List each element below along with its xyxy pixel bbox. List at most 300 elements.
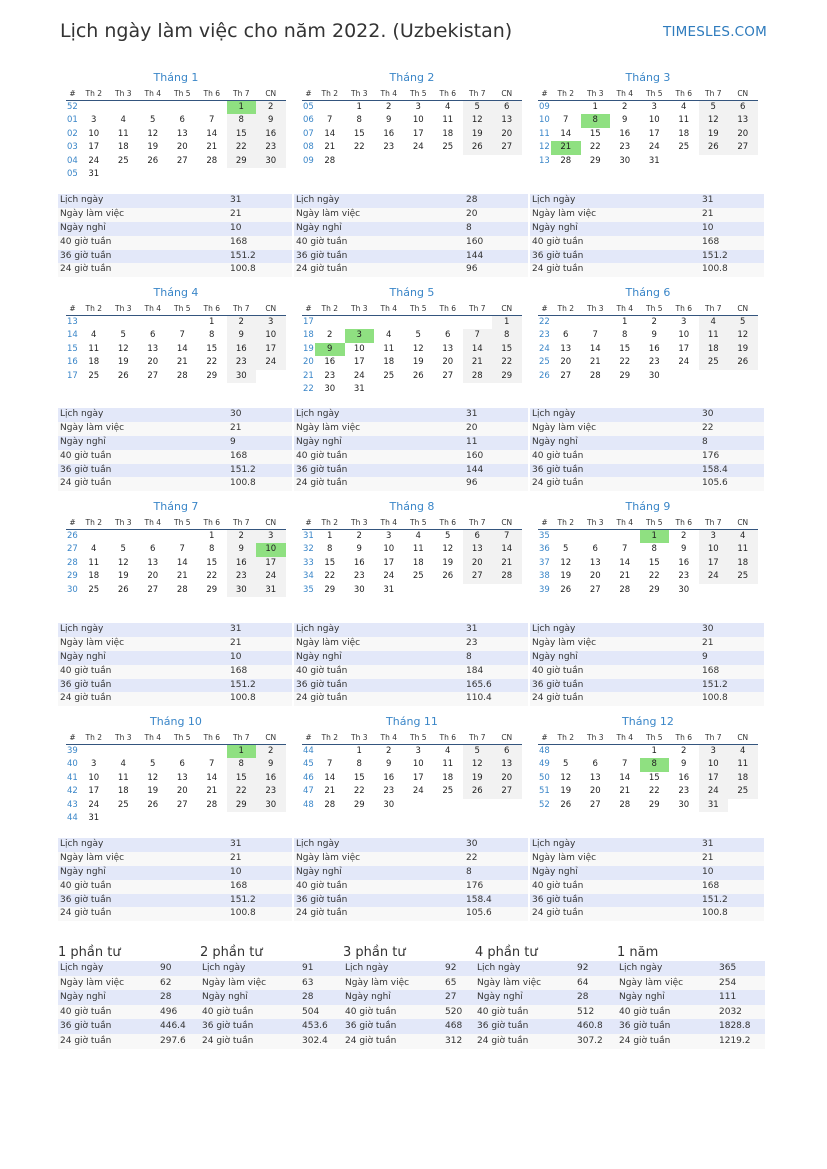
day-cell[interactable]: 7 [179, 544, 185, 555]
day-cell[interactable]: 7 [209, 115, 215, 126]
day-cell[interactable]: 20 [176, 142, 188, 153]
weekend-day[interactable]: 20 [492, 128, 522, 141]
weekend-day[interactable]: 24 [256, 570, 286, 583]
day-cell[interactable]: 27 [442, 370, 454, 381]
day-cell[interactable]: 11 [117, 128, 129, 139]
weekend-day[interactable]: 10 [256, 329, 286, 342]
weekend-day[interactable]: 5 [463, 745, 493, 758]
day-cell[interactable]: 21 [324, 142, 336, 153]
day-cell[interactable]: 23 [678, 786, 690, 797]
weekend-day[interactable]: 26 [728, 356, 758, 369]
weekend-day[interactable]: 27 [492, 785, 522, 798]
day-cell[interactable]: 11 [442, 115, 454, 126]
day-cell[interactable]: 5 [563, 544, 569, 555]
weekend-day[interactable]: 13 [728, 114, 758, 127]
day-cell[interactable]: 21 [324, 786, 336, 797]
day-cell[interactable]: 31 [383, 584, 395, 595]
weekend-day[interactable]: 3 [699, 530, 729, 543]
weekend-day[interactable]: 13 [492, 114, 522, 127]
day-cell[interactable]: 9 [651, 330, 657, 341]
day-cell[interactable]: 11 [678, 115, 690, 126]
day-cell[interactable]: 3 [91, 115, 97, 126]
day-cell[interactable]: 28 [619, 584, 631, 595]
weekend-day[interactable]: 6 [492, 101, 522, 114]
holiday-day[interactable]: 10 [256, 543, 286, 556]
day-cell[interactable]: 26 [117, 370, 129, 381]
day-cell[interactable]: 2 [651, 317, 657, 327]
day-cell[interactable]: 19 [147, 142, 159, 153]
holiday-day[interactable]: 8 [581, 114, 611, 127]
holiday-day[interactable]: 1 [227, 101, 257, 114]
day-cell[interactable]: 23 [648, 357, 660, 368]
weekend-day[interactable]: 9 [227, 329, 257, 342]
weekend-day[interactable]: 13 [492, 758, 522, 771]
day-cell[interactable]: 9 [622, 115, 628, 126]
day-cell[interactable]: 16 [678, 772, 690, 783]
weekend-day[interactable]: 18 [728, 557, 758, 570]
day-cell[interactable]: 4 [445, 102, 451, 112]
weekend-day[interactable]: 12 [728, 329, 758, 342]
day-cell[interactable]: 5 [563, 759, 569, 770]
holiday-day[interactable]: 9 [315, 343, 345, 356]
day-cell[interactable]: 16 [619, 128, 631, 139]
day-cell[interactable]: 19 [412, 357, 424, 368]
weekend-day[interactable]: 23 [256, 141, 286, 154]
day-cell[interactable]: 6 [563, 330, 569, 341]
day-cell[interactable]: 20 [147, 571, 159, 582]
weekend-day[interactable]: 23 [227, 570, 257, 583]
day-cell[interactable]: 11 [412, 544, 424, 555]
day-cell[interactable]: 22 [648, 571, 660, 582]
day-cell[interactable]: 27 [176, 799, 188, 810]
day-cell[interactable]: 17 [678, 343, 690, 354]
day-cell[interactable]: 7 [622, 759, 628, 770]
day-cell[interactable]: 31 [648, 155, 660, 166]
day-cell[interactable]: 7 [592, 330, 598, 341]
weekend-day[interactable]: 12 [463, 758, 493, 771]
day-cell[interactable]: 14 [619, 557, 631, 568]
weekend-day[interactable]: 9 [256, 758, 286, 771]
weekend-day[interactable]: 1 [492, 316, 522, 329]
day-cell[interactable]: 21 [206, 142, 218, 153]
day-cell[interactable]: 26 [560, 584, 572, 595]
day-cell[interactable]: 5 [415, 330, 421, 341]
weekend-day[interactable]: 3 [699, 745, 729, 758]
day-cell[interactable]: 11 [117, 772, 129, 783]
day-cell[interactable]: 5 [150, 115, 156, 126]
day-cell[interactable]: 23 [353, 571, 365, 582]
day-cell[interactable]: 25 [117, 155, 129, 166]
weekend-day[interactable]: 4 [699, 316, 729, 329]
day-cell[interactable]: 20 [589, 571, 601, 582]
day-cell[interactable]: 4 [120, 759, 126, 770]
day-cell[interactable]: 18 [383, 357, 395, 368]
weekend-day[interactable]: 29 [227, 155, 257, 168]
day-cell[interactable]: 2 [386, 102, 392, 112]
day-cell[interactable]: 13 [560, 343, 572, 354]
day-cell[interactable]: 19 [560, 786, 572, 797]
day-cell[interactable]: 25 [88, 584, 100, 595]
weekend-day[interactable]: 9 [227, 543, 257, 556]
day-cell[interactable]: 4 [386, 330, 392, 341]
day-cell[interactable]: 6 [179, 115, 185, 126]
day-cell[interactable]: 25 [117, 799, 129, 810]
day-cell[interactable]: 3 [91, 759, 97, 770]
weekend-day[interactable]: 5 [699, 101, 729, 114]
day-cell[interactable]: 8 [327, 544, 333, 555]
day-cell[interactable]: 10 [412, 759, 424, 770]
weekend-day[interactable]: 2 [256, 745, 286, 758]
day-cell[interactable]: 28 [324, 799, 336, 810]
day-cell[interactable]: 17 [88, 142, 100, 153]
day-cell[interactable]: 13 [176, 128, 188, 139]
day-cell[interactable]: 25 [383, 370, 395, 381]
day-cell[interactable]: 21 [619, 786, 631, 797]
day-cell[interactable]: 21 [176, 571, 188, 582]
day-cell[interactable]: 15 [619, 343, 631, 354]
day-cell[interactable]: 7 [179, 330, 185, 341]
day-cell[interactable]: 13 [442, 343, 454, 354]
day-cell[interactable]: 15 [353, 128, 365, 139]
day-cell[interactable]: 30 [353, 584, 365, 595]
day-cell[interactable]: 28 [619, 799, 631, 810]
weekend-day[interactable]: 26 [699, 141, 729, 154]
day-cell[interactable]: 12 [117, 557, 129, 568]
weekend-day[interactable]: 2 [227, 316, 257, 329]
day-cell[interactable]: 28 [206, 155, 218, 166]
day-cell[interactable]: 21 [176, 357, 188, 368]
day-cell[interactable]: 28 [560, 155, 572, 166]
day-cell[interactable]: 30 [648, 370, 660, 381]
weekend-day[interactable]: 22 [227, 141, 257, 154]
weekend-day[interactable]: 23 [256, 785, 286, 798]
day-cell[interactable]: 10 [383, 544, 395, 555]
day-cell[interactable]: 27 [589, 799, 601, 810]
day-cell[interactable]: 18 [88, 571, 100, 582]
weekend-day[interactable]: 17 [256, 343, 286, 356]
weekend-day[interactable]: 19 [463, 772, 493, 785]
weekend-day[interactable]: 22 [227, 785, 257, 798]
day-cell[interactable]: 23 [383, 142, 395, 153]
day-cell[interactable]: 24 [353, 370, 365, 381]
day-cell[interactable]: 28 [324, 155, 336, 166]
day-cell[interactable]: 26 [117, 584, 129, 595]
day-cell[interactable]: 3 [415, 102, 421, 112]
day-cell[interactable]: 23 [383, 786, 395, 797]
day-cell[interactable]: 29 [589, 155, 601, 166]
day-cell[interactable]: 21 [206, 786, 218, 797]
day-cell[interactable]: 30 [383, 799, 395, 810]
weekend-day[interactable]: 10 [699, 543, 729, 556]
day-cell[interactable]: 12 [412, 343, 424, 354]
day-cell[interactable]: 19 [117, 571, 129, 582]
weekend-day[interactable]: 11 [699, 329, 729, 342]
day-cell[interactable]: 15 [206, 343, 218, 354]
day-cell[interactable]: 29 [648, 584, 660, 595]
day-cell[interactable]: 11 [88, 557, 100, 568]
day-cell[interactable]: 5 [150, 759, 156, 770]
day-cell[interactable]: 20 [589, 786, 601, 797]
weekend-day[interactable]: 17 [256, 557, 286, 570]
day-cell[interactable]: 12 [560, 557, 572, 568]
weekend-day[interactable]: 29 [492, 370, 522, 383]
day-cell[interactable]: 19 [117, 357, 129, 368]
day-cell[interactable]: 25 [88, 370, 100, 381]
day-cell[interactable]: 24 [648, 142, 660, 153]
day-cell[interactable]: 16 [324, 357, 336, 368]
day-cell[interactable]: 10 [88, 128, 100, 139]
day-cell[interactable]: 29 [206, 584, 218, 595]
day-cell[interactable]: 22 [353, 142, 365, 153]
day-cell[interactable]: 18 [117, 786, 129, 797]
day-cell[interactable]: 14 [206, 128, 218, 139]
weekend-day[interactable]: 14 [463, 343, 493, 356]
brand-link[interactable]: TIMESLES.COM [663, 24, 767, 40]
day-cell[interactable]: 25 [678, 142, 690, 153]
day-cell[interactable]: 30 [678, 799, 690, 810]
weekend-day[interactable]: 14 [492, 543, 522, 556]
day-cell[interactable]: 19 [442, 557, 454, 568]
day-cell[interactable]: 12 [147, 128, 159, 139]
day-cell[interactable]: 23 [619, 142, 631, 153]
weekend-day[interactable]: 29 [227, 799, 257, 812]
day-cell[interactable]: 3 [651, 102, 657, 112]
day-cell[interactable]: 10 [353, 343, 365, 354]
day-cell[interactable]: 25 [442, 142, 454, 153]
weekend-day[interactable]: 27 [492, 141, 522, 154]
day-cell[interactable]: 26 [442, 571, 454, 582]
day-cell[interactable]: 22 [648, 786, 660, 797]
weekend-day[interactable]: 26 [463, 141, 493, 154]
day-cell[interactable]: 9 [386, 759, 392, 770]
day-cell[interactable]: 20 [147, 357, 159, 368]
weekend-day[interactable]: 19 [463, 128, 493, 141]
weekend-day[interactable]: 6 [728, 101, 758, 114]
day-cell[interactable]: 23 [324, 370, 336, 381]
weekend-day[interactable]: 16 [256, 772, 286, 785]
weekend-day[interactable]: 8 [492, 329, 522, 342]
day-cell[interactable]: 18 [117, 142, 129, 153]
weekend-day[interactable]: 30 [227, 584, 257, 597]
weekend-day[interactable]: 17 [699, 772, 729, 785]
day-cell[interactable]: 26 [412, 370, 424, 381]
day-cell[interactable]: 26 [147, 155, 159, 166]
day-cell[interactable]: 1 [356, 746, 362, 756]
day-cell[interactable]: 16 [353, 557, 365, 568]
day-cell[interactable]: 14 [324, 772, 336, 783]
weekend-day[interactable]: 2 [227, 530, 257, 543]
holiday-day[interactable]: 1 [227, 745, 257, 758]
day-cell[interactable]: 31 [88, 168, 100, 179]
day-cell[interactable]: 23 [678, 571, 690, 582]
day-cell[interactable]: 28 [206, 799, 218, 810]
weekend-day[interactable]: 19 [699, 128, 729, 141]
day-cell[interactable]: 18 [442, 128, 454, 139]
day-cell[interactable]: 13 [176, 772, 188, 783]
day-cell[interactable]: 19 [147, 786, 159, 797]
weekend-day[interactable]: 30 [227, 370, 257, 383]
day-cell[interactable]: 30 [619, 155, 631, 166]
day-cell[interactable]: 18 [442, 772, 454, 783]
day-cell[interactable]: 2 [356, 531, 362, 541]
day-cell[interactable]: 12 [147, 772, 159, 783]
weekend-day[interactable]: 10 [699, 758, 729, 771]
day-cell[interactable]: 18 [412, 557, 424, 568]
day-cell[interactable]: 11 [88, 343, 100, 354]
weekend-day[interactable]: 2 [256, 101, 286, 114]
weekend-day[interactable]: 27 [463, 570, 493, 583]
weekend-day[interactable]: 25 [699, 356, 729, 369]
weekend-day[interactable]: 3 [256, 530, 286, 543]
weekend-day[interactable]: 4 [728, 745, 758, 758]
day-cell[interactable]: 16 [383, 128, 395, 139]
day-cell[interactable]: 27 [176, 155, 188, 166]
day-cell[interactable]: 7 [563, 115, 569, 126]
weekend-day[interactable]: 30 [256, 799, 286, 812]
day-cell[interactable]: 4 [445, 746, 451, 756]
day-cell[interactable]: 14 [560, 128, 572, 139]
day-cell[interactable]: 12 [117, 343, 129, 354]
day-cell[interactable]: 24 [88, 799, 100, 810]
day-cell[interactable]: 27 [147, 584, 159, 595]
day-cell[interactable]: 10 [412, 115, 424, 126]
day-cell[interactable]: 2 [386, 746, 392, 756]
day-cell[interactable]: 27 [560, 370, 572, 381]
day-cell[interactable]: 18 [678, 128, 690, 139]
weekend-day[interactable]: 16 [256, 128, 286, 141]
weekend-day[interactable]: 30 [256, 155, 286, 168]
day-cell[interactable]: 28 [589, 370, 601, 381]
day-cell[interactable]: 29 [206, 370, 218, 381]
weekend-day[interactable]: 4 [728, 530, 758, 543]
holiday-day[interactable]: 21 [551, 141, 581, 154]
day-cell[interactable]: 1 [209, 531, 215, 541]
day-cell[interactable]: 30 [678, 584, 690, 595]
day-cell[interactable]: 13 [589, 772, 601, 783]
day-cell[interactable]: 5 [445, 531, 451, 541]
day-cell[interactable]: 14 [206, 772, 218, 783]
weekend-day[interactable]: 7 [492, 530, 522, 543]
day-cell[interactable]: 24 [412, 142, 424, 153]
day-cell[interactable]: 22 [206, 571, 218, 582]
day-cell[interactable]: 28 [176, 584, 188, 595]
day-cell[interactable]: 6 [592, 759, 598, 770]
weekend-day[interactable]: 17 [699, 557, 729, 570]
day-cell[interactable]: 10 [88, 772, 100, 783]
day-cell[interactable]: 16 [678, 557, 690, 568]
day-cell[interactable]: 8 [356, 759, 362, 770]
day-cell[interactable]: 15 [353, 772, 365, 783]
weekend-day[interactable]: 20 [728, 128, 758, 141]
day-cell[interactable]: 22 [206, 357, 218, 368]
weekend-day[interactable]: 20 [463, 557, 493, 570]
day-cell[interactable]: 22 [589, 142, 601, 153]
day-cell[interactable]: 2 [681, 746, 687, 756]
day-cell[interactable]: 4 [415, 531, 421, 541]
weekend-day[interactable]: 22 [492, 356, 522, 369]
day-cell[interactable]: 4 [91, 330, 97, 341]
day-cell[interactable]: 14 [176, 343, 188, 354]
day-cell[interactable]: 14 [324, 128, 336, 139]
day-cell[interactable]: 3 [415, 746, 421, 756]
weekend-day[interactable]: 8 [227, 114, 257, 127]
weekend-day[interactable]: 19 [728, 343, 758, 356]
day-cell[interactable]: 17 [383, 557, 395, 568]
weekend-day[interactable]: 18 [699, 343, 729, 356]
weekend-day[interactable]: 23 [227, 356, 257, 369]
day-cell[interactable]: 13 [147, 557, 159, 568]
weekend-day[interactable]: 21 [463, 356, 493, 369]
weekend-day[interactable]: 6 [463, 530, 493, 543]
day-cell[interactable]: 14 [589, 343, 601, 354]
day-cell[interactable]: 13 [589, 557, 601, 568]
day-cell[interactable]: 27 [147, 370, 159, 381]
day-cell[interactable]: 20 [176, 786, 188, 797]
weekend-day[interactable]: 7 [463, 329, 493, 342]
day-cell[interactable]: 29 [353, 799, 365, 810]
weekend-day[interactable]: 12 [699, 114, 729, 127]
day-cell[interactable]: 7 [209, 759, 215, 770]
day-cell[interactable]: 8 [651, 544, 657, 555]
day-cell[interactable]: 14 [176, 557, 188, 568]
day-cell[interactable]: 9 [386, 115, 392, 126]
day-cell[interactable]: 31 [353, 383, 365, 394]
day-cell[interactable]: 16 [648, 343, 660, 354]
day-cell[interactable]: 15 [589, 128, 601, 139]
weekend-day[interactable]: 5 [728, 316, 758, 329]
day-cell[interactable]: 29 [648, 799, 660, 810]
day-cell[interactable]: 8 [209, 544, 215, 555]
weekend-day[interactable]: 25 [728, 785, 758, 798]
weekend-day[interactable]: 11 [728, 758, 758, 771]
day-cell[interactable]: 1 [622, 317, 628, 327]
day-cell[interactable]: 6 [150, 544, 156, 555]
holiday-day[interactable]: 1 [640, 530, 670, 543]
day-cell[interactable]: 16 [383, 772, 395, 783]
weekend-day[interactable]: 11 [728, 543, 758, 556]
day-cell[interactable]: 15 [206, 557, 218, 568]
day-cell[interactable]: 25 [442, 786, 454, 797]
day-cell[interactable]: 17 [648, 128, 660, 139]
weekend-day[interactable]: 21 [492, 557, 522, 570]
weekend-day[interactable]: 24 [699, 570, 729, 583]
day-cell[interactable]: 5 [120, 330, 126, 341]
weekend-day[interactable]: 31 [699, 799, 729, 812]
holiday-day[interactable]: 3 [345, 329, 375, 342]
day-cell[interactable]: 9 [356, 544, 362, 555]
weekend-day[interactable]: 15 [227, 772, 257, 785]
weekend-day[interactable]: 20 [492, 772, 522, 785]
day-cell[interactable]: 10 [648, 115, 660, 126]
day-cell[interactable]: 2 [622, 102, 628, 112]
day-cell[interactable]: 1 [209, 317, 215, 327]
day-cell[interactable]: 13 [147, 343, 159, 354]
weekend-day[interactable]: 12 [463, 114, 493, 127]
day-cell[interactable]: 7 [327, 115, 333, 126]
weekend-day[interactable]: 9 [256, 114, 286, 127]
weekend-day[interactable]: 13 [463, 543, 493, 556]
day-cell[interactable]: 1 [651, 746, 657, 756]
day-cell[interactable]: 20 [560, 357, 572, 368]
weekend-day[interactable]: 25 [728, 570, 758, 583]
day-cell[interactable]: 22 [619, 357, 631, 368]
day-cell[interactable]: 24 [88, 155, 100, 166]
day-cell[interactable]: 6 [179, 759, 185, 770]
day-cell[interactable]: 10 [678, 330, 690, 341]
weekend-day[interactable]: 3 [256, 316, 286, 329]
day-cell[interactable]: 9 [681, 759, 687, 770]
day-cell[interactable]: 11 [383, 343, 395, 354]
